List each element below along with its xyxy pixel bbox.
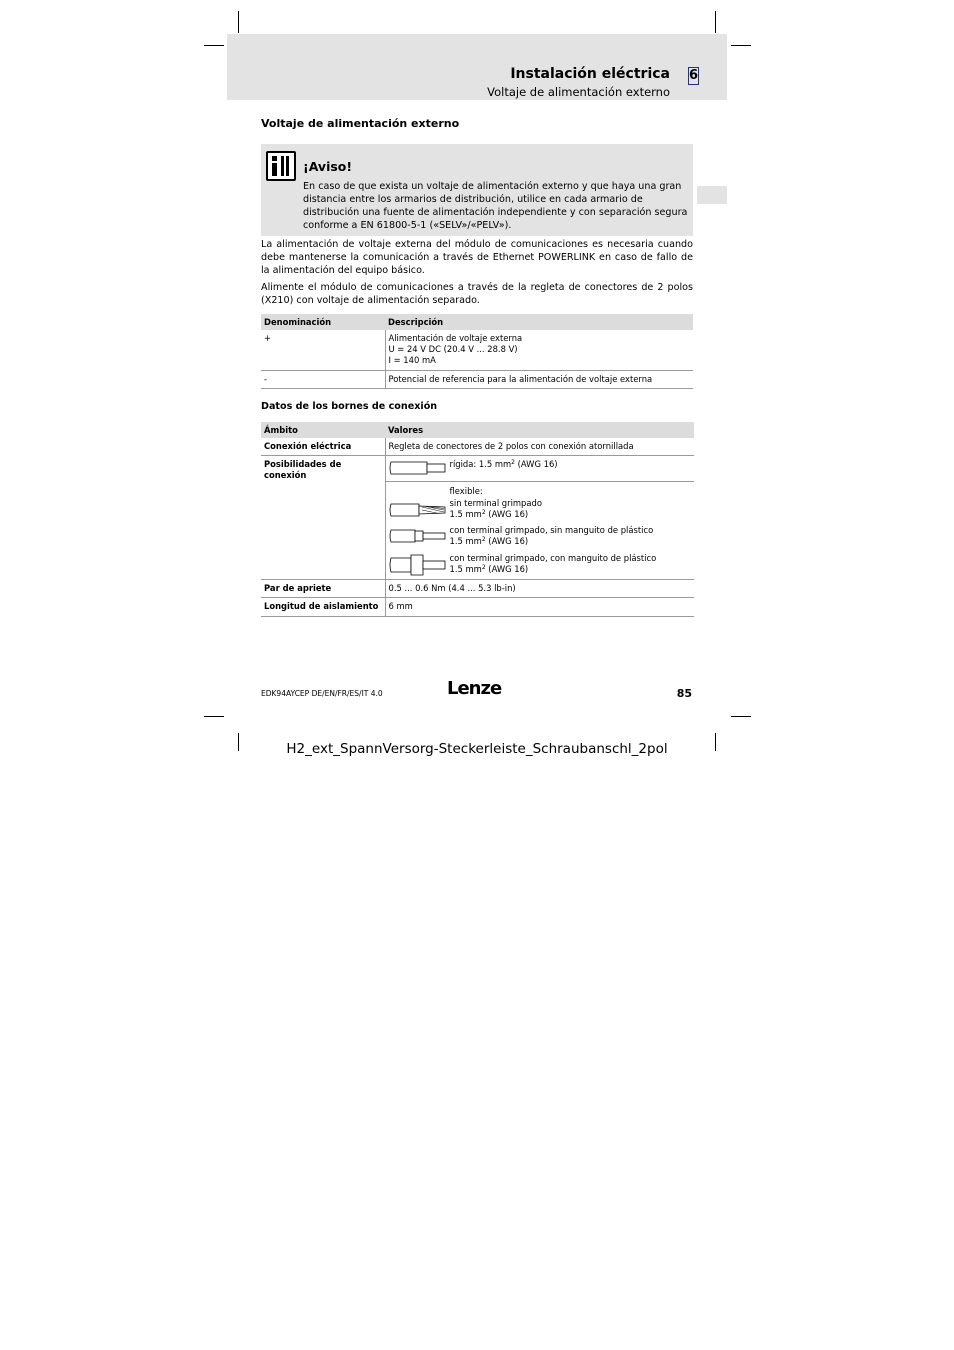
info-icon xyxy=(266,151,296,181)
table-header: Ámbito xyxy=(261,422,385,438)
table-row xyxy=(261,580,694,598)
option-1-text: sin terminal grimpado 1.5 $mm^2$ (AWG 16) xyxy=(449,498,542,520)
table-cell: Potencial de referencia para la alimentación de voltaje externa xyxy=(385,370,693,388)
section-title: Voltaje de alimentación externo xyxy=(261,117,460,130)
table-header: Denominación xyxy=(261,314,385,330)
crop-mark xyxy=(204,45,224,46)
ferrule-wire-icon xyxy=(389,526,449,546)
table-row xyxy=(261,456,694,580)
table-cell: 6 mm xyxy=(385,598,694,616)
table-cell xyxy=(385,330,693,370)
table-cell: - xyxy=(261,370,385,388)
source-filename: H2_ext_SpannVersorg-Steckerleiste_Schraubanschl_2pol xyxy=(286,741,668,757)
note-title: ¡Aviso! xyxy=(303,159,353,174)
side-thumb-tab xyxy=(697,186,727,204)
table-row xyxy=(261,330,693,370)
terminal-data-table xyxy=(261,422,694,617)
table-header: Valores xyxy=(385,422,694,438)
crop-mark xyxy=(715,11,716,33)
table-cell: Longitud de aislamiento xyxy=(261,598,385,616)
flexible-wire-icon xyxy=(389,500,449,520)
terminal-data-heading: Datos de los bornes de conexión xyxy=(261,401,438,412)
table-cell: 0.5 ... 0.6 Nm (4.4 ... 5.3 lb-in) xyxy=(385,580,694,598)
table-row xyxy=(261,598,694,616)
note-text: En caso de que exista un voltaje de alimentación externo y que haya una gran distancia entre los armarios de distribución, utilice en cada armario de distribución una fuente de alimentación independiente y con separación segura conforme a EN 61800-5-1 («SELV»/«PELV»). xyxy=(303,181,688,232)
chapter-subtitle: Voltaje de alimentación externo xyxy=(487,85,670,99)
crop-mark xyxy=(204,716,224,717)
table-cell: Conexión eléctrica xyxy=(261,438,385,456)
crop-mark xyxy=(238,11,239,33)
option-flexible xyxy=(386,482,695,579)
flexible-label: flexible: xyxy=(449,486,483,497)
page-number: 85 xyxy=(676,687,692,700)
paragraph-2: Alimente el módulo de comunicaciones a través de la regleta de conectores de 2 polos (X210) con voltaje de alimentación separado. xyxy=(261,282,693,306)
cell-line: U = 24 V DC (20.4 V ... 28.8 V) xyxy=(388,344,518,355)
lenze-logo: Lenze xyxy=(447,678,502,699)
rigid-wire-icon xyxy=(389,458,449,478)
table-header: Descripción xyxy=(385,314,693,330)
chapter-title: Instalación eléctrica xyxy=(510,66,670,82)
designation-table xyxy=(261,314,693,389)
cell-line: Alimentación de voltaje externa xyxy=(388,333,523,343)
table-cell: + xyxy=(261,330,385,370)
chapter-number: 6 xyxy=(689,68,699,83)
table-cell: Par de apriete xyxy=(261,580,385,598)
option-rigid xyxy=(386,456,695,482)
cell-line: I = 140 mA xyxy=(388,355,436,366)
ferrule-sleeve-wire-icon xyxy=(389,553,449,577)
rigid-text: rígida: 1.5 $mm^2$ (AWG 16) xyxy=(449,459,558,470)
table-row xyxy=(261,370,693,388)
option-2-text: con terminal grimpado, sin manguito de plástico 1.5 $mm^2$ (AWG 16) xyxy=(449,525,654,547)
table-cell: Posibilidades de conexión xyxy=(261,456,385,580)
table-row xyxy=(261,438,694,456)
option-3-text: con terminal grimpado, con manguito de plástico 1.5 $mm^2$ (AWG 16) xyxy=(449,553,657,575)
document-code: EDK94AYCEP DE/EN/FR/ES/IT 4.0 xyxy=(261,689,383,698)
connection-options-cell xyxy=(385,456,694,580)
crop-mark xyxy=(731,45,751,46)
table-cell: Regleta de conectores de 2 polos con conexión atornillada xyxy=(385,438,694,456)
crop-mark xyxy=(731,716,751,717)
paragraph-1: La alimentación de voltaje externa del módulo de comunicaciones es necesaria cuando debe mantenerse la comunicación a través de Ethernet POWERLINK en caso de fallo de la alimentación del equipo básico. xyxy=(261,239,693,276)
